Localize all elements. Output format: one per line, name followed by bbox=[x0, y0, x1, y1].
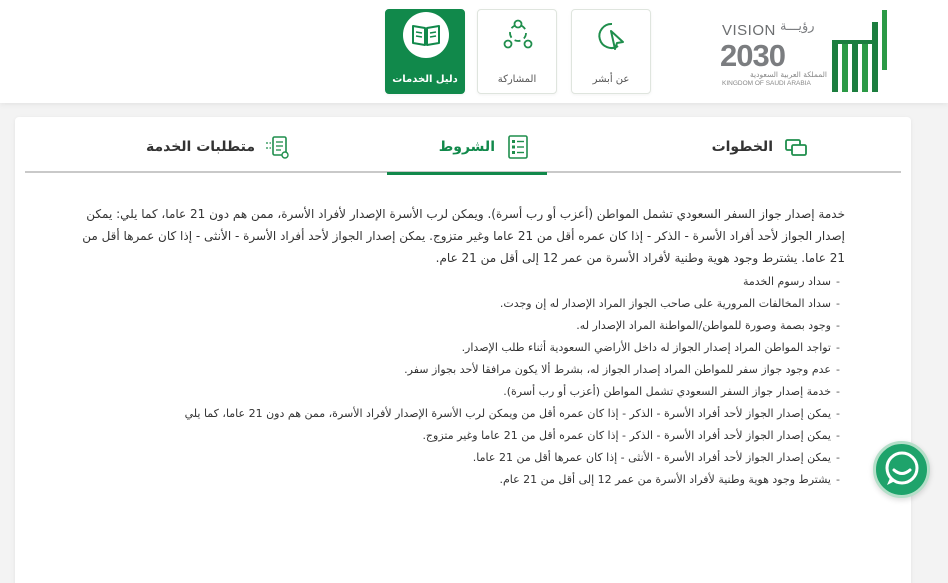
bullet-marker: - bbox=[836, 385, 840, 398]
list-item bbox=[55, 469, 845, 491]
nav-participation-label: المشاركة bbox=[497, 74, 537, 85]
vision-year: 2030 bbox=[720, 38, 785, 73]
site-header bbox=[0, 0, 948, 103]
list-item-text: يشترط وجود هوية وطنية لأفراد الأسرة من عمر 12 إلى أقل من 21 عام. bbox=[499, 473, 831, 486]
bullet-marker: - bbox=[836, 451, 840, 464]
tab-requirements-label: متطلبات الخدمة bbox=[145, 139, 255, 155]
bullet-marker: - bbox=[836, 473, 840, 486]
list-item-text: يمكن إصدار الجواز لأحد أفراد الأسرة - الذكر - إذا كان عمره أقل من 21 عاما وغير متزوج. bbox=[422, 429, 831, 442]
list-item-text: وجود بصمة وصورة للمواطن/المواطنة المراد الإصدار له. bbox=[576, 319, 831, 332]
list-item bbox=[55, 359, 845, 381]
service-intro-text: خدمة إصدار جواز السفر السعودي تشمل المواطن (أعزب أو رب أسرة). ويمكن لرب الأسرة الإصدار لأفراد الأسرة، ممن هم دون 21 عاما، كما يلي: يمكن إصدار الجواز لأحد أفراد الأسرة - الذكر - إذا كان عمره أقل من 21 عاما وغير متزوج. يمكن إصدار الجواز لأحد أفراد الأسرة - الأنثى - إذا كان عمرها أقل من 21 عاما. يشترط وجود هوية وطنية لأفراد الأسرة من عمر 12 إلى أقل من 21 عام. bbox=[82, 207, 845, 265]
chat-bot-button[interactable] bbox=[873, 441, 930, 498]
steps-icon bbox=[783, 134, 809, 160]
list-item-text: يمكن إصدار الجواز لأحد أفراد الأسرة - الأنثى - إذا كان عمرها أقل من 21 عاما. bbox=[472, 451, 831, 464]
service-tabs bbox=[25, 117, 901, 173]
vision-kingdom-arabic: المملكة العربية السعودية bbox=[750, 70, 827, 79]
bullet-marker: - bbox=[836, 275, 840, 288]
nav-services-guide[interactable] bbox=[385, 9, 465, 94]
vision-2030-logo bbox=[716, 16, 827, 96]
absher-logo-icon[interactable] bbox=[830, 10, 888, 94]
nav-services-guide-label: دليل الخدمات bbox=[392, 74, 458, 85]
list-item bbox=[55, 447, 845, 469]
tab-steps-label: الخطوات bbox=[711, 139, 773, 155]
open-book-icon bbox=[403, 12, 449, 58]
service-details-panel bbox=[15, 117, 911, 583]
chat-bot-icon bbox=[876, 480, 927, 499]
tab-conditions-label: الشروط bbox=[438, 139, 495, 155]
bullet-marker: - bbox=[836, 363, 840, 376]
list-item bbox=[55, 425, 845, 447]
conditions-list bbox=[55, 271, 845, 491]
bullet-marker: - bbox=[836, 407, 840, 420]
vision-arabic: رؤيـــة bbox=[780, 19, 815, 34]
vision-kingdom-english: KINGDOM OF SAUDI ARABIA bbox=[722, 80, 811, 87]
list-item-text: سداد رسوم الخدمة bbox=[742, 275, 831, 288]
tab-conditions[interactable] bbox=[387, 117, 547, 173]
bullet-marker: - bbox=[836, 429, 840, 442]
list-item-text: عدم وجود جواز سفر للمواطن المراد إصدار الجواز له، بشرط ألا يكون مرافقا لأحد بجواز سفر. bbox=[404, 363, 831, 376]
active-tab-underline bbox=[387, 172, 547, 175]
share-network-icon bbox=[500, 18, 536, 54]
list-item bbox=[55, 293, 845, 315]
tab-requirements[interactable] bbox=[115, 117, 305, 173]
list-item bbox=[55, 337, 845, 359]
list-item bbox=[55, 403, 845, 425]
nav-participation[interactable] bbox=[477, 9, 557, 94]
nav-about-absher[interactable] bbox=[571, 9, 651, 94]
list-item bbox=[55, 381, 845, 403]
nav-about-absher-label: عن أبشر bbox=[592, 74, 630, 85]
pointer-bubble-icon bbox=[594, 18, 630, 54]
list-item-text: تواجد المواطن المراد إصدار الجواز له داخل الأراضي السعودية أثناء طلب الإصدار. bbox=[461, 341, 831, 354]
requirements-icon bbox=[265, 134, 291, 160]
vision-word: VISION bbox=[722, 22, 776, 39]
bullet-marker: - bbox=[836, 319, 840, 332]
list-item-text: يمكن إصدار الجواز لأحد أفراد الأسرة - الذكر - إذا كان عمره أقل من ويمكن لرب الأسرة الإصدار لأفراد الأسرة، ممن هم دون 21 عاما، كما يلي bbox=[184, 407, 831, 420]
list-item-text: خدمة إصدار جواز السفر السعودي تشمل المواطن (أعزب أو رب أسرة). bbox=[503, 385, 831, 398]
bullet-marker: - bbox=[836, 297, 840, 310]
list-item bbox=[55, 271, 845, 293]
list-item bbox=[55, 315, 845, 337]
checklist-icon bbox=[505, 134, 531, 160]
tab-steps[interactable] bbox=[685, 117, 845, 173]
bullet-marker: - bbox=[836, 341, 840, 354]
list-item-text: سداد المخالفات المرورية على صاحب الجواز المراد الإصدار له إن وجدت. bbox=[499, 297, 831, 310]
